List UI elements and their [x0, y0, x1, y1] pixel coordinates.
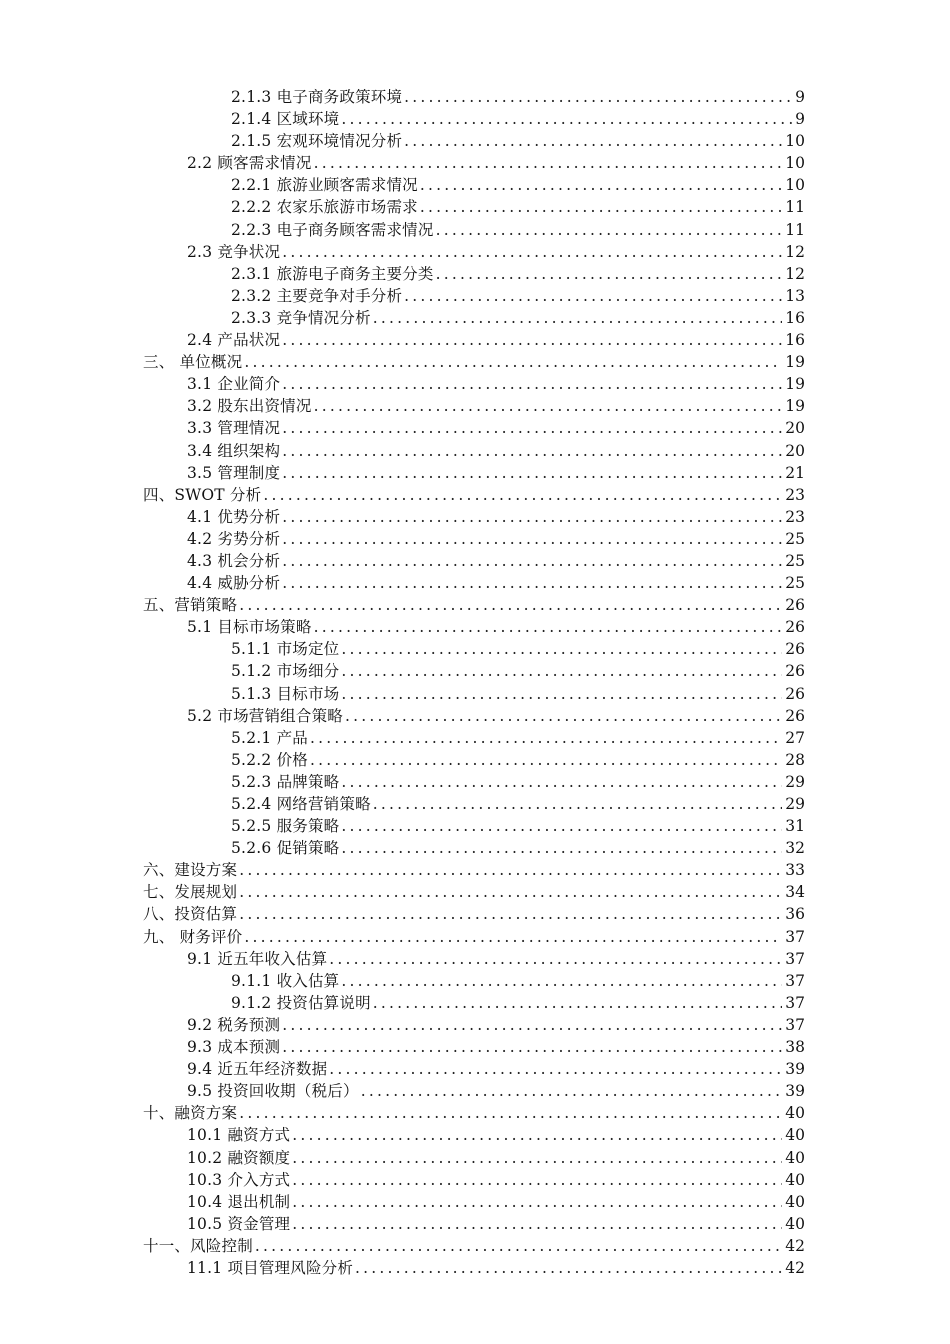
dot-leader — [239, 1102, 782, 1124]
toc-entry-title: 4.4 威胁分析 — [187, 572, 282, 594]
toc-page-number: 28 — [784, 749, 805, 771]
dot-leader — [314, 395, 783, 417]
toc-leader — [143, 1235, 782, 1257]
toc-leader — [187, 1257, 782, 1279]
toc-entry[interactable] — [0, 241, 950, 263]
toc-leader — [231, 86, 792, 108]
toc-page-number: 29 — [784, 771, 805, 793]
toc-entry-title: 2.2.1 旅游业顾客需求情况 — [231, 174, 420, 196]
toc-page-number: 25 — [784, 572, 805, 594]
dot-leader — [282, 329, 782, 351]
toc-entry-title: 2.3.3 竞争情况分析 — [231, 307, 373, 329]
toc-page-number: 16 — [784, 329, 805, 351]
toc-leader — [231, 219, 782, 241]
toc-leader — [187, 1147, 782, 1169]
dot-leader — [341, 815, 782, 837]
toc-page-number: 39 — [784, 1058, 805, 1080]
toc-leader — [231, 970, 782, 992]
toc-leader — [143, 859, 782, 881]
dot-leader — [282, 506, 782, 528]
toc-entry-title: 3.5 管理制度 — [187, 462, 282, 484]
toc-entry-title: 七、发展规划 — [143, 881, 239, 903]
toc-entry-title: 9.5 投资回收期（税后） — [187, 1080, 361, 1102]
dot-leader — [282, 572, 782, 594]
toc-entry[interactable] — [0, 727, 950, 749]
toc-entry[interactable] — [0, 1147, 950, 1169]
toc-entry[interactable] — [0, 1235, 950, 1257]
toc-leader — [187, 1124, 782, 1146]
toc-entry-title: 2.3 竞争状况 — [187, 241, 282, 263]
toc-entry[interactable] — [0, 859, 950, 881]
toc-leader — [231, 263, 782, 285]
toc-entry[interactable] — [0, 130, 950, 152]
dot-leader — [292, 1169, 782, 1191]
toc-leader — [187, 1213, 782, 1235]
toc-leader — [187, 440, 782, 462]
toc-entry-title: 11.1 项目管理风险分析 — [187, 1257, 355, 1279]
toc-page-number: 20 — [784, 417, 805, 439]
dot-leader — [341, 683, 782, 705]
toc-entry-title: 2.1.3 电子商务政策环境 — [231, 86, 404, 108]
toc-leader — [187, 1191, 782, 1213]
toc-entry-title: 9.2 税务预测 — [187, 1014, 282, 1036]
toc-page-number: 40 — [784, 1191, 805, 1213]
dot-leader — [310, 749, 782, 771]
toc-entry-title: 4.1 优势分析 — [187, 506, 282, 528]
dot-leader — [404, 86, 792, 108]
dot-leader — [263, 484, 782, 506]
toc-page-number: 23 — [784, 484, 805, 506]
toc-entry-title: 10.4 退出机制 — [187, 1191, 292, 1213]
toc-leader — [143, 594, 782, 616]
toc-entry-title: 六、建设方案 — [143, 859, 239, 881]
toc-entry[interactable] — [0, 152, 950, 174]
toc-entry[interactable] — [0, 196, 950, 218]
toc-entry-title: 2.2.2 农家乐旅游市场需求 — [231, 196, 420, 218]
toc-page-number: 37 — [784, 1014, 805, 1036]
toc-entry[interactable] — [0, 881, 950, 903]
dot-leader — [314, 152, 783, 174]
toc-leader — [231, 130, 782, 152]
toc-page-number: 29 — [784, 793, 805, 815]
toc-entry-title: 10.3 介入方式 — [187, 1169, 292, 1191]
toc-entry[interactable] — [0, 219, 950, 241]
toc-entry[interactable] — [0, 108, 950, 130]
toc-entry-title: 3.2 股东出资情况 — [187, 395, 314, 417]
toc-entry-title: 10.1 融资方式 — [187, 1124, 292, 1146]
toc-entry-title: 3.1 企业简介 — [187, 373, 282, 395]
toc-leader — [231, 638, 782, 660]
toc-page-number: 26 — [784, 705, 805, 727]
toc-leader — [143, 484, 782, 506]
toc-leader — [231, 196, 782, 218]
toc-page-number: 26 — [784, 683, 805, 705]
toc-leader — [231, 174, 782, 196]
dot-leader — [244, 351, 782, 373]
toc-leader — [187, 1080, 782, 1102]
toc-page-number: 21 — [784, 462, 805, 484]
toc-entry-title: 4.2 劣势分析 — [187, 528, 282, 550]
dot-leader — [436, 263, 783, 285]
toc-entry[interactable] — [0, 903, 950, 925]
toc-leader — [143, 881, 782, 903]
toc-page-number: 39 — [784, 1080, 805, 1102]
toc-entry-title: 2.1.4 区域环境 — [231, 108, 341, 130]
toc-leader — [231, 660, 782, 682]
toc-entry[interactable] — [0, 638, 950, 660]
dot-leader — [239, 903, 782, 925]
table-of-contents — [0, 86, 950, 1279]
toc-entry[interactable] — [0, 395, 950, 417]
toc-leader — [231, 307, 782, 329]
toc-entry-title: 5.1 目标市场策略 — [187, 616, 314, 638]
dot-leader — [329, 948, 782, 970]
toc-leader — [187, 550, 782, 572]
toc-entry[interactable] — [0, 749, 950, 771]
dot-leader — [255, 1235, 782, 1257]
dot-leader — [282, 373, 782, 395]
toc-entry-title: 5.2 市场营销组合策略 — [187, 705, 345, 727]
toc-entry[interactable] — [0, 1102, 950, 1124]
toc-entry-title: 5.2.1 产品 — [231, 727, 310, 749]
toc-page-number: 16 — [784, 307, 805, 329]
dot-leader — [239, 859, 782, 881]
toc-leader — [231, 815, 782, 837]
dot-leader — [361, 1080, 783, 1102]
toc-leader — [187, 329, 782, 351]
toc-leader — [187, 528, 782, 550]
toc-entry-title: 9.1 近五年收入估算 — [187, 948, 329, 970]
toc-leader — [143, 903, 782, 925]
toc-page-number: 40 — [784, 1124, 805, 1146]
dot-leader — [239, 881, 782, 903]
dot-leader — [436, 219, 783, 241]
dot-leader — [292, 1191, 782, 1213]
toc-page-number: 12 — [784, 263, 805, 285]
toc-page-number: 20 — [784, 440, 805, 462]
dot-leader — [341, 108, 792, 130]
toc-entry-title: 2.1.5 宏观环境情况分析 — [231, 130, 404, 152]
toc-leader — [187, 241, 782, 263]
toc-leader — [143, 1102, 782, 1124]
toc-entry[interactable] — [0, 683, 950, 705]
toc-entry[interactable] — [0, 837, 950, 859]
dot-leader — [292, 1213, 782, 1235]
toc-page-number: 40 — [784, 1147, 805, 1169]
dot-leader — [282, 1036, 782, 1058]
toc-page-number: 40 — [784, 1102, 805, 1124]
toc-entry-title: 十、融资方案 — [143, 1102, 239, 1124]
dot-leader — [404, 285, 782, 307]
toc-leader — [231, 285, 782, 307]
dot-leader — [282, 550, 782, 572]
dot-leader — [341, 638, 782, 660]
dot-leader — [314, 616, 783, 638]
toc-entry[interactable] — [0, 550, 950, 572]
toc-entry[interactable] — [0, 528, 950, 550]
toc-leader — [231, 992, 782, 1014]
toc-entry[interactable] — [0, 285, 950, 307]
dot-leader — [310, 727, 782, 749]
toc-leader — [187, 616, 782, 638]
toc-entry[interactable] — [0, 1014, 950, 1036]
toc-leader — [187, 462, 782, 484]
toc-page-number: 11 — [784, 219, 805, 241]
toc-page-number: 34 — [784, 881, 805, 903]
dot-leader — [404, 130, 782, 152]
toc-page-number: 9 — [794, 108, 805, 130]
toc-entry-title: 10.5 资金管理 — [187, 1213, 292, 1235]
toc-entry[interactable] — [0, 440, 950, 462]
toc-entry-title: 四、SWOT 分析 — [143, 484, 263, 506]
dot-leader — [345, 705, 782, 727]
toc-leader — [143, 926, 782, 948]
toc-entry[interactable] — [0, 1257, 950, 1279]
dot-leader — [282, 417, 782, 439]
toc-page-number: 31 — [784, 815, 805, 837]
toc-leader — [187, 506, 782, 528]
toc-entry-title: 五、营销策略 — [143, 594, 239, 616]
toc-page-number: 25 — [784, 550, 805, 572]
dot-leader — [420, 196, 782, 218]
toc-entry-title: 2.3.2 主要竞争对手分析 — [231, 285, 404, 307]
toc-leader — [231, 837, 782, 859]
toc-leader — [187, 417, 782, 439]
toc-entry-title: 9.3 成本预测 — [187, 1036, 282, 1058]
toc-entry[interactable] — [0, 263, 950, 285]
toc-leader — [187, 705, 782, 727]
toc-entry-title: 三、 单位概况 — [143, 351, 244, 373]
toc-leader — [187, 572, 782, 594]
dot-leader — [239, 594, 782, 616]
toc-entry[interactable] — [0, 705, 950, 727]
dot-leader — [329, 1058, 782, 1080]
toc-entry[interactable] — [0, 307, 950, 329]
toc-entry[interactable] — [0, 815, 950, 837]
toc-page-number: 10 — [784, 130, 805, 152]
toc-entry[interactable] — [0, 660, 950, 682]
toc-leader — [187, 948, 782, 970]
toc-entry-title: 5.2.4 网络营销策略 — [231, 793, 373, 815]
toc-entry[interactable] — [0, 1213, 950, 1235]
toc-page-number: 13 — [784, 285, 805, 307]
toc-entry-title: 2.4 产品状况 — [187, 329, 282, 351]
toc-page-number: 26 — [784, 638, 805, 660]
toc-page-number: 26 — [784, 660, 805, 682]
dot-leader — [292, 1124, 782, 1146]
toc-page-number: 42 — [784, 1257, 805, 1279]
toc-entry-title: 5.1.1 市场定位 — [231, 638, 341, 660]
dot-leader — [341, 837, 782, 859]
dot-leader — [420, 174, 782, 196]
toc-entry-title: 九、 财务评价 — [143, 926, 244, 948]
dot-leader — [341, 970, 782, 992]
toc-entry-title: 八、投资估算 — [143, 903, 239, 925]
toc-entry[interactable] — [0, 1036, 950, 1058]
toc-page-number: 36 — [784, 903, 805, 925]
toc-entry[interactable] — [0, 970, 950, 992]
toc-entry[interactable] — [0, 417, 950, 439]
toc-entry-title: 9.1.2 投资估算说明 — [231, 992, 373, 1014]
toc-leader — [187, 152, 782, 174]
toc-page-number: 37 — [784, 926, 805, 948]
toc-page-number: 25 — [784, 528, 805, 550]
toc-entry-title: 十一、风险控制 — [143, 1235, 255, 1257]
toc-entry[interactable] — [0, 174, 950, 196]
dot-leader — [244, 926, 782, 948]
toc-leader — [231, 683, 782, 705]
dot-leader — [341, 660, 782, 682]
toc-entry[interactable] — [0, 462, 950, 484]
toc-entry-title: 2.2.3 电子商务顾客需求情况 — [231, 219, 436, 241]
toc-page-number: 19 — [784, 351, 805, 373]
toc-entry[interactable] — [0, 926, 950, 948]
toc-page-number: 19 — [784, 373, 805, 395]
toc-entry-title: 5.1.3 目标市场 — [231, 683, 341, 705]
toc-entry[interactable] — [0, 572, 950, 594]
toc-entry[interactable] — [0, 594, 950, 616]
toc-page-number: 33 — [784, 859, 805, 881]
toc-entry[interactable] — [0, 484, 950, 506]
toc-page-number: 10 — [784, 174, 805, 196]
toc-leader — [231, 727, 782, 749]
toc-entry-title: 5.2.6 促销策略 — [231, 837, 341, 859]
dot-leader — [282, 462, 782, 484]
dot-leader — [373, 307, 782, 329]
toc-page-number: 40 — [784, 1169, 805, 1191]
toc-page-number: 42 — [784, 1235, 805, 1257]
toc-entry[interactable] — [0, 992, 950, 1014]
toc-leader — [187, 1014, 782, 1036]
toc-leader — [231, 793, 782, 815]
toc-entry[interactable] — [0, 86, 950, 108]
toc-entry-title: 4.3 机会分析 — [187, 550, 282, 572]
toc-leader — [187, 1036, 782, 1058]
dot-leader — [292, 1147, 782, 1169]
toc-entry-title: 9.4 近五年经济数据 — [187, 1058, 329, 1080]
toc-entry-title: 5.2.3 品牌策略 — [231, 771, 341, 793]
toc-entry[interactable] — [0, 1058, 950, 1080]
toc-entry-title: 3.3 管理情况 — [187, 417, 282, 439]
toc-entry[interactable] — [0, 1191, 950, 1213]
toc-entry[interactable] — [0, 771, 950, 793]
toc-leader — [187, 373, 782, 395]
toc-entry[interactable] — [0, 329, 950, 351]
dot-leader — [355, 1257, 782, 1279]
toc-entry[interactable] — [0, 1124, 950, 1146]
toc-page-number: 38 — [784, 1036, 805, 1058]
toc-page-number: 26 — [784, 594, 805, 616]
toc-entry-title: 2.2 顾客需求情况 — [187, 152, 314, 174]
dot-leader — [341, 771, 782, 793]
toc-page-number: 37 — [784, 970, 805, 992]
toc-entry-title: 9.1.1 收入估算 — [231, 970, 341, 992]
dot-leader — [282, 440, 782, 462]
toc-entry-title: 2.3.1 旅游电子商务主要分类 — [231, 263, 436, 285]
toc-entry[interactable] — [0, 793, 950, 815]
toc-entry[interactable] — [0, 616, 950, 638]
toc-leader — [231, 749, 782, 771]
toc-leader — [143, 351, 782, 373]
dot-leader — [282, 1014, 782, 1036]
toc-page-number: 37 — [784, 948, 805, 970]
toc-entry[interactable] — [0, 948, 950, 970]
toc-leader — [187, 395, 782, 417]
dot-leader — [373, 992, 782, 1014]
toc-page-number: 9 — [794, 86, 805, 108]
dot-leader — [282, 241, 782, 263]
toc-leader — [187, 1169, 782, 1191]
toc-page-number: 37 — [784, 992, 805, 1014]
toc-entry[interactable] — [0, 1080, 950, 1102]
toc-page-number: 19 — [784, 395, 805, 417]
toc-entry[interactable] — [0, 351, 950, 373]
toc-entry-title: 10.2 融资额度 — [187, 1147, 292, 1169]
dot-leader — [373, 793, 782, 815]
toc-entry-title: 5.1.2 市场细分 — [231, 660, 341, 682]
toc-entry-title: 5.2.5 服务策略 — [231, 815, 341, 837]
toc-leader — [231, 108, 792, 130]
toc-page-number: 10 — [784, 152, 805, 174]
toc-entry-title: 5.2.2 价格 — [231, 749, 310, 771]
toc-leader — [187, 1058, 782, 1080]
toc-page-number: 11 — [784, 196, 805, 218]
toc-page-number: 12 — [784, 241, 805, 263]
toc-entry[interactable] — [0, 506, 950, 528]
toc-entry[interactable] — [0, 373, 950, 395]
dot-leader — [282, 528, 782, 550]
toc-leader — [231, 771, 782, 793]
toc-page-number: 40 — [784, 1213, 805, 1235]
toc-entry[interactable] — [0, 1169, 950, 1191]
toc-page-number: 32 — [784, 837, 805, 859]
toc-page-number: 27 — [784, 727, 805, 749]
toc-entry-title: 3.4 组织架构 — [187, 440, 282, 462]
toc-page-number: 23 — [784, 506, 805, 528]
toc-page-number: 26 — [784, 616, 805, 638]
